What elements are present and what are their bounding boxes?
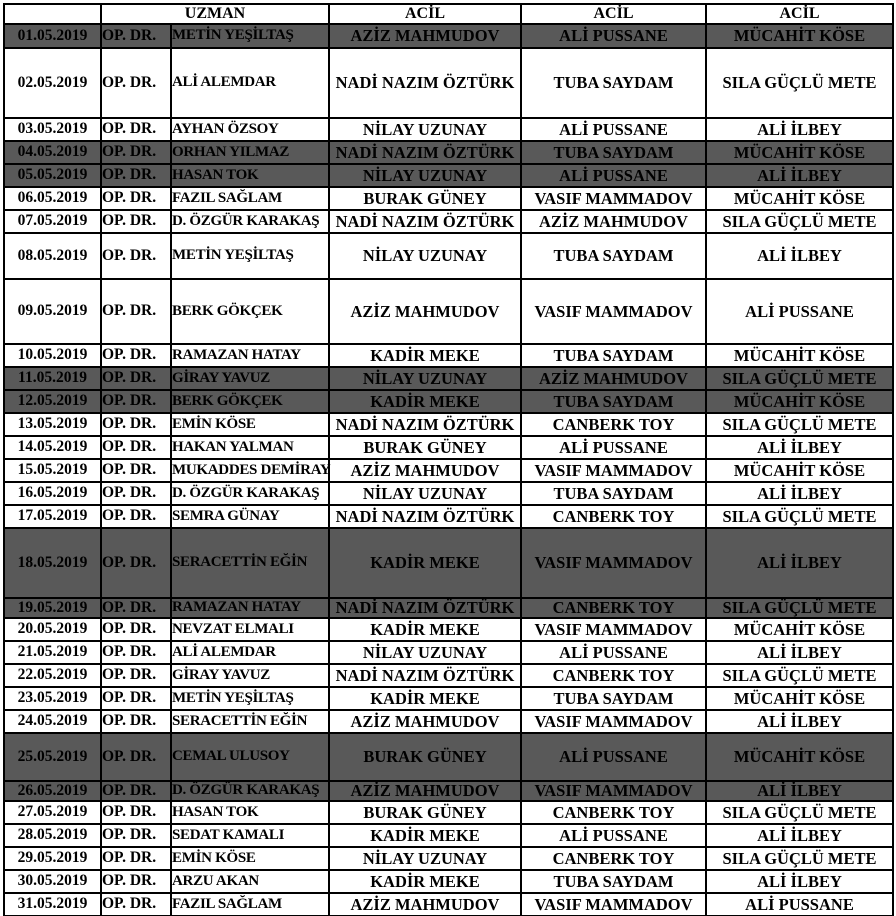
acil1-name-cell: NİLAY UZUNAY [329, 482, 521, 505]
doctor-title-cell: OP. DR. [101, 413, 171, 436]
acil3-name-cell: MÜCAHİT KÖSE [706, 187, 893, 210]
specialist-name-cell: GİRAY YAVUZ [171, 367, 329, 390]
acil3-name-cell: MÜCAHİT KÖSE [706, 618, 893, 641]
acil1-name-cell: KADİR MEKE [329, 824, 521, 847]
specialist-name-cell: EMİN KÖSE [171, 413, 329, 436]
specialist-name-cell: BERK GÖKÇEK [171, 279, 329, 344]
acil3-name-cell: ALİ İLBEY [706, 482, 893, 505]
date-cell: 26.05.2019 [4, 781, 101, 801]
date-cell: 23.05.2019 [4, 687, 101, 710]
table-row [4, 187, 893, 210]
acil3-name-cell: ALİ İLBEY [706, 118, 893, 141]
doctor-title-cell: OP. DR. [101, 344, 171, 367]
table-body [4, 24, 893, 916]
doctor-title-cell: OP. DR. [101, 141, 171, 164]
acil1-name-cell: NİLAY UZUNAY [329, 847, 521, 870]
date-cell: 13.05.2019 [4, 413, 101, 436]
table-row [4, 210, 893, 233]
date-cell: 28.05.2019 [4, 824, 101, 847]
date-cell: 15.05.2019 [4, 459, 101, 482]
doctor-title-cell: OP. DR. [101, 164, 171, 187]
acil1-name-cell: NİLAY UZUNAY [329, 118, 521, 141]
date-cell: 16.05.2019 [4, 482, 101, 505]
acil3-name-cell: ALİ İLBEY [706, 164, 893, 187]
specialist-name-cell: METİN YEŞİLTAŞ [171, 24, 329, 48]
specialist-name-cell: HAKAN YALMAN [171, 436, 329, 459]
doctor-title-cell: OP. DR. [101, 210, 171, 233]
acil1-name-cell: NİLAY UZUNAY [329, 233, 521, 279]
acil2-name-cell: TUBA SAYDAM [521, 48, 706, 118]
date-cell: 27.05.2019 [4, 801, 101, 824]
specialist-name-cell: ARZU AKAN [171, 870, 329, 893]
doctor-title-cell: OP. DR. [101, 279, 171, 344]
specialist-name-cell: CEMAL ULUSOY [171, 733, 329, 781]
acil2-name-cell: CANBERK TOY [521, 413, 706, 436]
acil2-name-cell: AZİZ MAHMUDOV [521, 210, 706, 233]
acil2-name-cell: AZİZ MAHMUDOV [521, 367, 706, 390]
acil3-name-cell: SILA GÜÇLÜ METE [706, 48, 893, 118]
doctor-title-cell: OP. DR. [101, 459, 171, 482]
date-cell: 19.05.2019 [4, 598, 101, 618]
date-cell: 08.05.2019 [4, 233, 101, 279]
acil2-name-cell: TUBA SAYDAM [521, 141, 706, 164]
doctor-title-cell: OP. DR. [101, 641, 171, 664]
acil2-name-cell: VASIF MAMMADOV [521, 459, 706, 482]
table-row [4, 710, 893, 733]
acil1-name-cell: BURAK GÜNEY [329, 801, 521, 824]
doctor-title-cell: OP. DR. [101, 482, 171, 505]
table-row [4, 847, 893, 870]
specialist-name-cell: RAMAZAN HATAY [171, 344, 329, 367]
doctor-title-cell: OP. DR. [101, 367, 171, 390]
date-cell: 01.05.2019 [4, 24, 101, 48]
acil3-name-cell: SILA GÜÇLÜ METE [706, 413, 893, 436]
specialist-name-cell: SEDAT KAMALI [171, 824, 329, 847]
acil2-name-cell: ALİ PUSSANE [521, 24, 706, 48]
acil3-name-cell: MÜCAHİT KÖSE [706, 733, 893, 781]
acil2-name-cell: ALİ PUSSANE [521, 118, 706, 141]
doctor-title-cell: OP. DR. [101, 528, 171, 598]
acil2-column-header: ACİL [521, 4, 706, 24]
acil1-name-cell: AZİZ MAHMUDOV [329, 459, 521, 482]
table-row [4, 482, 893, 505]
acil2-name-cell: TUBA SAYDAM [521, 344, 706, 367]
date-cell: 22.05.2019 [4, 664, 101, 687]
table-row [4, 687, 893, 710]
acil1-name-cell: AZİZ MAHMUDOV [329, 893, 521, 916]
specialist-name-cell: HASAN TOK [171, 164, 329, 187]
acil2-name-cell: ALİ PUSSANE [521, 164, 706, 187]
doctor-title-cell: OP. DR. [101, 436, 171, 459]
date-cell: 05.05.2019 [4, 164, 101, 187]
table-row [4, 618, 893, 641]
acil3-name-cell: MÜCAHİT KÖSE [706, 141, 893, 164]
table-header-row [4, 4, 893, 24]
acil1-name-cell: NİLAY UZUNAY [329, 367, 521, 390]
acil3-name-cell: MÜCAHİT KÖSE [706, 459, 893, 482]
date-cell: 31.05.2019 [4, 893, 101, 916]
acil2-name-cell: CANBERK TOY [521, 505, 706, 528]
acil2-name-cell: ALİ PUSSANE [521, 733, 706, 781]
doctor-title-cell: OP. DR. [101, 847, 171, 870]
table-row [4, 824, 893, 847]
doctor-title-cell: OP. DR. [101, 505, 171, 528]
specialist-name-cell: EMİN KÖSE [171, 847, 329, 870]
acil1-name-cell: KADİR MEKE [329, 528, 521, 598]
doctor-title-cell: OP. DR. [101, 870, 171, 893]
table-row [4, 664, 893, 687]
specialist-name-cell: METİN YEŞİLTAŞ [171, 687, 329, 710]
date-cell: 25.05.2019 [4, 733, 101, 781]
date-column-header [4, 4, 101, 24]
doctor-title-cell: OP. DR. [101, 24, 171, 48]
table-row [4, 164, 893, 187]
specialist-name-cell: AYHAN ÖZSOY [171, 118, 329, 141]
acil1-name-cell: AZİZ MAHMUDOV [329, 781, 521, 801]
acil3-name-cell: SILA GÜÇLÜ METE [706, 598, 893, 618]
table-row [4, 390, 893, 413]
specialist-name-cell: FAZIL SAĞLAM [171, 893, 329, 916]
date-cell: 04.05.2019 [4, 141, 101, 164]
doctor-title-cell: OP. DR. [101, 664, 171, 687]
acil1-name-cell: NADİ NAZIM ÖZTÜRK [329, 598, 521, 618]
acil1-name-cell: NİLAY UZUNAY [329, 164, 521, 187]
doctor-title-cell: OP. DR. [101, 710, 171, 733]
acil1-name-cell: NADİ NAZIM ÖZTÜRK [329, 664, 521, 687]
acil3-name-cell: SILA GÜÇLÜ METE [706, 847, 893, 870]
doctor-title-cell: OP. DR. [101, 801, 171, 824]
table-row [4, 870, 893, 893]
acil3-name-cell: ALİ İLBEY [706, 233, 893, 279]
acil3-name-cell: ALİ PUSSANE [706, 893, 893, 916]
acil3-name-cell: ALİ İLBEY [706, 781, 893, 801]
table-row [4, 367, 893, 390]
date-cell: 20.05.2019 [4, 618, 101, 641]
specialist-name-cell: SEMRA GÜNAY [171, 505, 329, 528]
duty-roster-table [3, 3, 894, 916]
doctor-title-cell: OP. DR. [101, 893, 171, 916]
acil3-name-cell: ALİ PUSSANE [706, 279, 893, 344]
specialist-name-cell: ALİ ALEMDAR [171, 641, 329, 664]
specialist-name-cell: FAZIL SAĞLAM [171, 187, 329, 210]
date-cell: 17.05.2019 [4, 505, 101, 528]
date-cell: 14.05.2019 [4, 436, 101, 459]
date-cell: 10.05.2019 [4, 344, 101, 367]
specialist-name-cell: D. ÖZGÜR KARAKAŞ [171, 210, 329, 233]
acil1-name-cell: BURAK GÜNEY [329, 733, 521, 781]
table-row [4, 459, 893, 482]
acil3-name-cell: ALİ İLBEY [706, 870, 893, 893]
acil2-name-cell: TUBA SAYDAM [521, 870, 706, 893]
acil2-name-cell: ALİ PUSSANE [521, 641, 706, 664]
acil2-name-cell: TUBA SAYDAM [521, 687, 706, 710]
acil3-name-cell: SILA GÜÇLÜ METE [706, 505, 893, 528]
specialist-name-cell: NEVZAT ELMALI [171, 618, 329, 641]
specialist-name-cell: D. ÖZGÜR KARAKAŞ [171, 482, 329, 505]
acil3-column-header: ACİL [706, 4, 893, 24]
date-cell: 02.05.2019 [4, 48, 101, 118]
acil3-name-cell: MÜCAHİT KÖSE [706, 24, 893, 48]
specialist-name-cell: SERACETTİN EĞİN [171, 710, 329, 733]
table-row [4, 598, 893, 618]
specialist-name-cell: D. ÖZGÜR KARAKAŞ [171, 781, 329, 801]
acil3-name-cell: ALİ İLBEY [706, 528, 893, 598]
table-row [4, 279, 893, 344]
acil1-name-cell: NADİ NAZIM ÖZTÜRK [329, 210, 521, 233]
acil2-name-cell: VASIF MAMMADOV [521, 187, 706, 210]
acil2-name-cell: CANBERK TOY [521, 664, 706, 687]
acil1-name-cell: KADİR MEKE [329, 870, 521, 893]
date-cell: 11.05.2019 [4, 367, 101, 390]
acil1-name-cell: NİLAY UZUNAY [329, 641, 521, 664]
acil2-name-cell: VASIF MAMMADOV [521, 279, 706, 344]
table-row [4, 141, 893, 164]
acil1-name-cell: AZİZ MAHMUDOV [329, 24, 521, 48]
acil1-name-cell: KADİR MEKE [329, 618, 521, 641]
table-row [4, 118, 893, 141]
table-row [4, 233, 893, 279]
doctor-title-cell: OP. DR. [101, 618, 171, 641]
specialist-name-cell: SERACETTİN EĞİN [171, 528, 329, 598]
table-row [4, 48, 893, 118]
acil1-name-cell: NADİ NAZIM ÖZTÜRK [329, 48, 521, 118]
acil3-name-cell: SILA GÜÇLÜ METE [706, 801, 893, 824]
specialist-name-cell: BERK GÖKÇEK [171, 390, 329, 413]
doctor-title-cell: OP. DR. [101, 687, 171, 710]
date-cell: 24.05.2019 [4, 710, 101, 733]
doctor-title-cell: OP. DR. [101, 118, 171, 141]
acil2-name-cell: CANBERK TOY [521, 801, 706, 824]
acil2-name-cell: VASIF MAMMADOV [521, 781, 706, 801]
acil1-column-header: ACİL [329, 4, 521, 24]
acil1-name-cell: BURAK GÜNEY [329, 187, 521, 210]
acil2-name-cell: VASIF MAMMADOV [521, 893, 706, 916]
doctor-title-cell: OP. DR. [101, 781, 171, 801]
acil1-name-cell: KADİR MEKE [329, 687, 521, 710]
acil2-name-cell: ALİ PUSSANE [521, 824, 706, 847]
acil1-name-cell: NADİ NAZIM ÖZTÜRK [329, 141, 521, 164]
table-row [4, 528, 893, 598]
acil3-name-cell: ALİ İLBEY [706, 641, 893, 664]
acil1-name-cell: AZİZ MAHMUDOV [329, 279, 521, 344]
acil1-name-cell: AZİZ MAHMUDOV [329, 710, 521, 733]
acil3-name-cell: MÜCAHİT KÖSE [706, 687, 893, 710]
date-cell: 18.05.2019 [4, 528, 101, 598]
acil3-name-cell: ALİ İLBEY [706, 710, 893, 733]
acil3-name-cell: MÜCAHİT KÖSE [706, 344, 893, 367]
acil2-name-cell: CANBERK TOY [521, 847, 706, 870]
acil2-name-cell: TUBA SAYDAM [521, 482, 706, 505]
acil3-name-cell: SILA GÜÇLÜ METE [706, 367, 893, 390]
acil2-name-cell: VASIF MAMMADOV [521, 528, 706, 598]
acil2-name-cell: CANBERK TOY [521, 598, 706, 618]
acil3-name-cell: SILA GÜÇLÜ METE [706, 664, 893, 687]
acil1-name-cell: NADİ NAZIM ÖZTÜRK [329, 413, 521, 436]
specialist-name-cell: ALİ ALEMDAR [171, 48, 329, 118]
table-row [4, 641, 893, 664]
acil2-name-cell: TUBA SAYDAM [521, 233, 706, 279]
uzman-column-header: UZMAN [101, 4, 329, 24]
table-row [4, 733, 893, 781]
acil2-name-cell: VASIF MAMMADOV [521, 710, 706, 733]
table-row [4, 344, 893, 367]
acil3-name-cell: SILA GÜÇLÜ METE [706, 210, 893, 233]
acil1-name-cell: BURAK GÜNEY [329, 436, 521, 459]
specialist-name-cell: GİRAY YAVUZ [171, 664, 329, 687]
date-cell: 03.05.2019 [4, 118, 101, 141]
date-cell: 30.05.2019 [4, 870, 101, 893]
date-cell: 06.05.2019 [4, 187, 101, 210]
doctor-title-cell: OP. DR. [101, 48, 171, 118]
acil2-name-cell: ALİ PUSSANE [521, 436, 706, 459]
doctor-title-cell: OP. DR. [101, 187, 171, 210]
date-cell: 29.05.2019 [4, 847, 101, 870]
specialist-name-cell: ORHAN YILMAZ [171, 141, 329, 164]
doctor-title-cell: OP. DR. [101, 598, 171, 618]
table-row [4, 24, 893, 48]
doctor-title-cell: OP. DR. [101, 390, 171, 413]
table-row [4, 781, 893, 801]
acil3-name-cell: MÜCAHİT KÖSE [706, 390, 893, 413]
date-cell: 07.05.2019 [4, 210, 101, 233]
acil3-name-cell: ALİ İLBEY [706, 824, 893, 847]
table-row [4, 436, 893, 459]
table-row [4, 505, 893, 528]
specialist-name-cell: RAMAZAN HATAY [171, 598, 329, 618]
table-row [4, 893, 893, 916]
doctor-title-cell: OP. DR. [101, 233, 171, 279]
acil1-name-cell: KADİR MEKE [329, 390, 521, 413]
acil2-name-cell: VASIF MAMMADOV [521, 618, 706, 641]
date-cell: 21.05.2019 [4, 641, 101, 664]
specialist-name-cell: METİN YEŞİLTAŞ [171, 233, 329, 279]
acil3-name-cell: ALİ İLBEY [706, 436, 893, 459]
doctor-title-cell: OP. DR. [101, 824, 171, 847]
acil1-name-cell: NADİ NAZIM ÖZTÜRK [329, 505, 521, 528]
specialist-name-cell: HASAN TOK [171, 801, 329, 824]
acil2-name-cell: TUBA SAYDAM [521, 390, 706, 413]
table-row [4, 413, 893, 436]
date-cell: 12.05.2019 [4, 390, 101, 413]
acil1-name-cell: KADİR MEKE [329, 344, 521, 367]
specialist-name-cell: MUKADDES DEMİRAY [171, 459, 329, 482]
table-row [4, 801, 893, 824]
doctor-title-cell: OP. DR. [101, 733, 171, 781]
date-cell: 09.05.2019 [4, 279, 101, 344]
